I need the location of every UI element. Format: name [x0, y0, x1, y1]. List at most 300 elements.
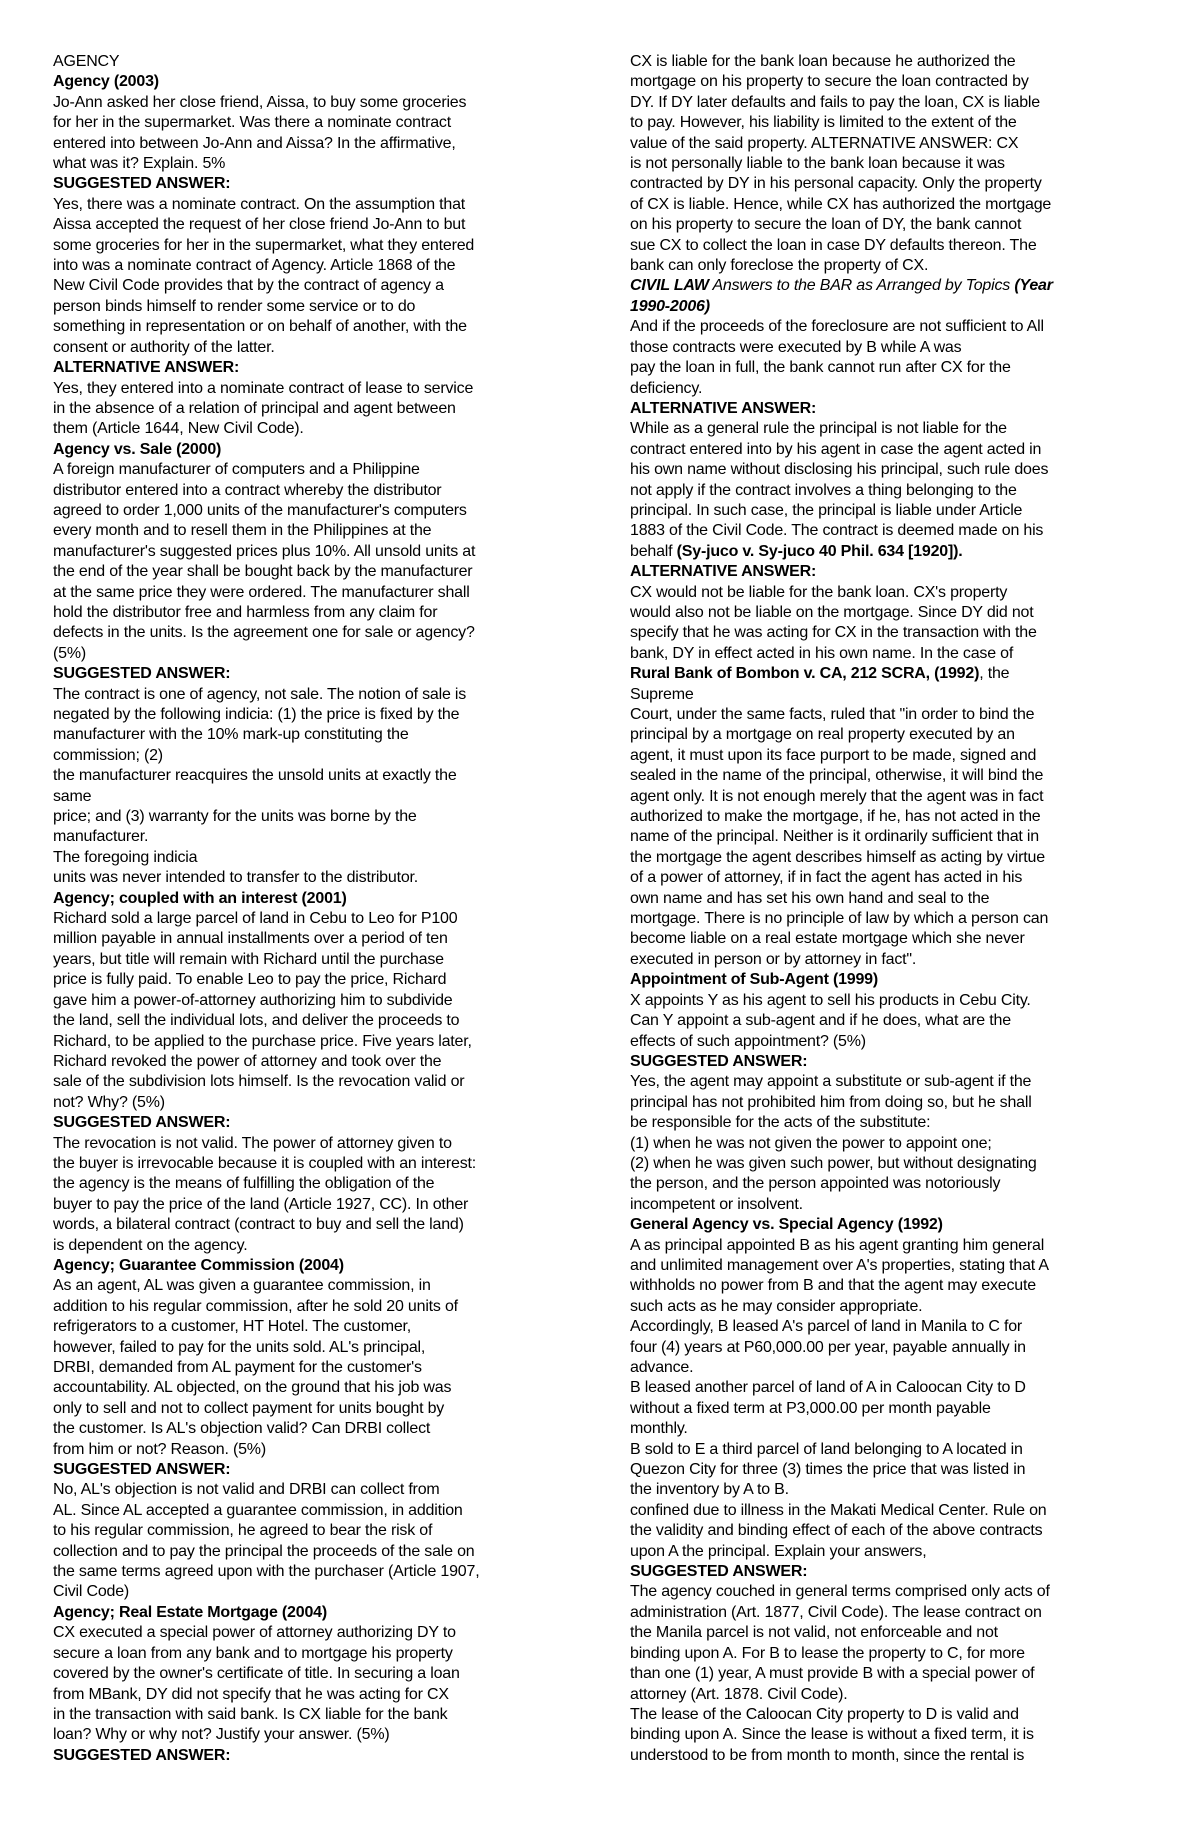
- body-text: words, a bilateral contract (contract to buy and sell the land): [53, 1216, 464, 1234]
- body-text: While as a general rule the principal is not liable for the: [630, 420, 1007, 438]
- body-text: Accordingly, B leased A's parcel of land in Manila to C for: [630, 1318, 1023, 1336]
- text-line: [53, 72, 558, 92]
- bold-text: Agency; Guarantee Commission (2004): [53, 1256, 344, 1274]
- text-line: [53, 766, 558, 786]
- body-text: in the transaction with said bank. Is CX liable for the bank: [53, 1705, 448, 1723]
- bold-text: Agency; Real Estate Mortgage (2004): [53, 1603, 327, 1621]
- body-text: distributor entered into a contract whereby the distributor: [53, 481, 442, 499]
- text-line: [630, 215, 1130, 235]
- text-line: [630, 1685, 1130, 1705]
- text-line: [630, 379, 1130, 399]
- body-text: own name and has set his own hand and seal to the: [630, 889, 990, 907]
- text-line: [53, 1093, 558, 1113]
- bold-text: SUGGESTED ANSWER:: [53, 1461, 231, 1479]
- text-line: [53, 1440, 558, 1460]
- text-line: [630, 1623, 1130, 1643]
- right-column: [630, 52, 1130, 1766]
- text-line: [53, 1399, 558, 1419]
- text-line: [53, 1358, 558, 1378]
- text-line: [630, 1011, 1130, 1031]
- body-text: (1) when he was not given the power to appoint one;: [630, 1134, 992, 1152]
- body-text: of CX is liable. Hence, while CX has authorized the mortgage: [630, 195, 1052, 213]
- body-text: contracted by DY in his personal capacity. Only the property: [630, 175, 1042, 193]
- body-text: collection and to pay the principal the proceeds of the sale on: [53, 1542, 475, 1560]
- body-text: specify that he was acting for CX in the transaction with the: [630, 624, 1037, 642]
- body-text: is dependent on the agency.: [53, 1236, 248, 1254]
- text-line: [53, 1072, 558, 1092]
- text-line: [53, 297, 558, 317]
- body-text: in the absence of a relation of principal and agent between: [53, 399, 456, 417]
- body-text: his own name without disclosing his principal, such rule does: [630, 461, 1049, 479]
- text-line: [630, 868, 1130, 888]
- text-line: [53, 929, 558, 949]
- bold-text: General Agency vs. Special Agency (1992): [630, 1216, 943, 1234]
- body-text: contract entered into by his agent in case the agent acted in: [630, 440, 1042, 458]
- text-line: [53, 1338, 558, 1358]
- text-line: [630, 664, 1130, 684]
- text-line: [53, 787, 558, 807]
- body-text: pay the loan in full, the bank cannot run after CX for the: [630, 359, 1011, 377]
- text-line: [53, 93, 558, 113]
- body-text: of a power of attorney, if in fact the agent has acted in his: [630, 869, 1023, 887]
- body-text: X appoints Y as his agent to sell his products in Cebu City.: [630, 991, 1031, 1009]
- text-line: [630, 1460, 1130, 1480]
- styled-text: CIVIL LAW: [630, 277, 709, 295]
- text-line: [53, 1542, 558, 1562]
- body-text: them (Article 1644, New Civil Code).: [53, 420, 304, 438]
- body-text: the inventory by A to B.: [630, 1481, 789, 1499]
- text-line: [53, 1134, 558, 1154]
- text-line: [53, 1236, 558, 1256]
- body-text: Richard, to be applied to the purchase price. Five years later,: [53, 1032, 472, 1050]
- body-text: B sold to E a third parcel of land belonging to A located in: [630, 1440, 1023, 1458]
- styled-text: Answers to the BAR as Arranged by Topics: [708, 277, 1015, 295]
- text-line: [53, 909, 558, 929]
- body-text: (2) when he was given such power, but without designating: [630, 1154, 1037, 1172]
- text-line: [630, 685, 1130, 705]
- text-line: [53, 583, 558, 603]
- text-line: [53, 970, 558, 990]
- body-text: to pay. However, his liability is limited to the extent of the: [630, 114, 1017, 132]
- body-text: covered by the owner's certificate of title. In securing a loan: [53, 1665, 460, 1683]
- body-text: Civil Code): [53, 1583, 130, 1601]
- body-text: The revocation is not valid. The power of attorney given to: [53, 1134, 452, 1152]
- body-text: secure a loan from any bank and to mortgage his property: [53, 1644, 453, 1662]
- text-line: [630, 1113, 1130, 1133]
- body-text: Court, under the same facts, ruled that "in order to bind the: [630, 706, 1035, 723]
- text-line: [53, 1113, 558, 1133]
- text-line: [53, 276, 558, 296]
- text-line: [630, 419, 1130, 439]
- text-line: [53, 419, 558, 439]
- body-text: addition to his regular commission, after he sold 20 units of: [53, 1297, 458, 1315]
- text-line: [630, 644, 1130, 664]
- text-line: [630, 1603, 1130, 1623]
- text-line: [53, 623, 558, 643]
- text-line: [630, 1338, 1130, 1358]
- text-line: [630, 1644, 1130, 1664]
- text-line: [53, 889, 558, 909]
- body-text: million payable in annual installments over a period of ten: [53, 930, 448, 948]
- body-text: mortgage on his property to secure the loan contracted by: [630, 73, 1029, 91]
- text-line: [630, 1276, 1130, 1296]
- body-text: name of the principal. Neither is it ordinarily sufficient that in: [630, 828, 1039, 846]
- bold-text: ALTERNATIVE ANSWER:: [630, 563, 817, 581]
- body-text: gave him a power-of-attorney authorizing him to subdivide: [53, 991, 453, 1009]
- text-line: [53, 113, 558, 133]
- body-text: not? Why? (5%): [53, 1093, 165, 1111]
- body-text: manufacturer with the 10% mark-up constituting the: [53, 726, 409, 744]
- body-text: confined due to illness in the Makati Medical Center. Rule on: [630, 1501, 1047, 1519]
- text-line: [53, 705, 558, 725]
- body-text: A foreign manufacturer of computers and a Philippine: [53, 461, 420, 479]
- bold-text: ALTERNATIVE ANSWER:: [630, 399, 817, 417]
- body-text: commission; (2): [53, 746, 163, 764]
- text-line: [53, 827, 558, 847]
- text-line: [630, 807, 1130, 827]
- text-line: [53, 154, 558, 174]
- text-line: [53, 1603, 558, 1623]
- text-line: [630, 929, 1130, 949]
- text-line: [53, 1664, 558, 1684]
- body-text: manufacturer.: [53, 828, 149, 846]
- body-text: withholds no power from B and that the agent may execute: [630, 1277, 1036, 1295]
- text-line: [630, 1399, 1130, 1419]
- text-line: [53, 603, 558, 623]
- left-column: [53, 52, 558, 1766]
- body-text: the Manila parcel is not valid, not enforceable and not: [630, 1624, 998, 1642]
- text-line: [630, 1236, 1130, 1256]
- text-line: [630, 154, 1130, 174]
- body-text: upon A the principal. Explain your answers,: [630, 1542, 927, 1560]
- body-text: DY. If DY later defaults and fails to pay the loan, CX is liable: [630, 93, 1040, 111]
- bold-text: Agency (2003): [53, 73, 159, 91]
- body-text: Supreme: [630, 685, 694, 703]
- text-line: [53, 991, 558, 1011]
- text-line: [630, 93, 1130, 113]
- text-line: [53, 664, 558, 684]
- body-text: AL. Since AL accepted a guarantee commission, in addition: [53, 1501, 463, 1519]
- text-line: [53, 1705, 558, 1725]
- body-text: on his property to secure the loan of DY, the bank cannot: [630, 216, 1022, 234]
- body-text: behalf: [630, 542, 677, 560]
- text-line: [630, 1419, 1130, 1439]
- body-text: the same terms agreed upon with the purchaser (Article 1907,: [53, 1563, 480, 1581]
- body-text: four (4) years at P60,000.00 per year, payable annually in: [630, 1338, 1026, 1356]
- body-text: refrigerators to a customer, HT Hotel. The customer,: [53, 1318, 412, 1336]
- body-text: The agency couched in general terms comprised only acts of: [630, 1583, 1050, 1601]
- body-text: advance.: [630, 1359, 694, 1376]
- text-line: [630, 1664, 1130, 1684]
- body-text: units was never intended to transfer to the distributor.: [53, 869, 419, 887]
- text-line: [53, 1378, 558, 1398]
- text-line: [630, 134, 1130, 154]
- body-text: Can Y appoint a sub-agent and if he does, what are the: [630, 1012, 1011, 1030]
- body-text: And if the proceeds of the foreclosure are not sufficient to All: [630, 318, 1044, 336]
- text-line: [53, 1460, 558, 1480]
- text-line: [630, 1297, 1130, 1317]
- body-text: the customer. Is AL's objection valid? Can DRBI collect: [53, 1420, 431, 1438]
- body-text: consent or authority of the latter.: [53, 338, 275, 356]
- body-text: CX would not be liable for the bank loan. CX's property: [630, 583, 1008, 601]
- text-line: [630, 195, 1130, 215]
- bold-text: ALTERNATIVE ANSWER:: [53, 359, 240, 377]
- text-line: [630, 317, 1130, 337]
- body-text: incompetent or insolvent.: [630, 1195, 803, 1213]
- text-line: [630, 787, 1130, 807]
- text-line: [630, 521, 1130, 541]
- bold-text: Appointment of Sub-Agent (1999): [630, 971, 879, 989]
- text-line: [630, 1154, 1130, 1174]
- body-text: bank, DY in effect acted in his own name. In the case of: [630, 644, 1014, 662]
- body-text: the agency is the means of fulfilling the obligation of the: [53, 1175, 435, 1193]
- body-text: Yes, there was a nominate contract. On the assumption that: [53, 195, 466, 213]
- text-line: [630, 1093, 1130, 1113]
- body-text: DRBI, demanded from AL payment for the customer's: [53, 1359, 422, 1376]
- bold-text: SUGGESTED ANSWER:: [53, 665, 231, 683]
- text-line: [53, 807, 558, 827]
- body-text: Yes, the agent may appoint a substitute or sub-agent if the: [630, 1073, 1032, 1091]
- text-line: [630, 460, 1130, 480]
- body-text: manufacturer's suggested prices plus 10%. All unsold units at: [53, 542, 476, 560]
- text-line: [630, 623, 1130, 643]
- text-line: [53, 725, 558, 745]
- text-line: [630, 583, 1130, 603]
- text-line: [630, 276, 1130, 296]
- text-line: [53, 134, 558, 154]
- text-line: [630, 1480, 1130, 1500]
- body-text: administration (Art. 1877, Civil Code). The lease contract on: [630, 1603, 1042, 1621]
- text-line: [53, 1256, 558, 1276]
- body-text: binding upon A. For B to lease the property to C, for more: [630, 1644, 1025, 1662]
- text-line: [53, 195, 558, 215]
- text-line: [630, 236, 1130, 256]
- text-line: [53, 542, 558, 562]
- body-text: effects of such appointment? (5%): [630, 1032, 866, 1050]
- text-line: [630, 705, 1130, 725]
- text-line: [53, 1154, 558, 1174]
- text-line: [630, 1317, 1130, 1337]
- body-text: agent only. It is not enough merely that the agent was in fact: [630, 787, 1044, 805]
- body-text: deficiency.: [630, 379, 703, 397]
- body-text: Jo-Ann asked her close friend, Aissa, to buy some groceries: [53, 93, 467, 111]
- text-line: [53, 1644, 558, 1664]
- body-text: price; and (3) warranty for the units was borne by the: [53, 808, 417, 826]
- body-text: is not personally liable to the bank loan because it was: [630, 155, 1005, 173]
- text-line: [630, 827, 1130, 847]
- body-text: AGENCY: [53, 53, 120, 70]
- body-text: B leased another parcel of land of A in Caloocan City to D: [630, 1379, 1026, 1397]
- text-line: [53, 1521, 558, 1541]
- text-line: [53, 1480, 558, 1500]
- text-line: [53, 440, 558, 460]
- body-text: the end of the year shall be bought back by the manufacturer: [53, 563, 473, 581]
- text-line: [630, 1725, 1130, 1745]
- text-line: [53, 1317, 558, 1337]
- body-text: New Civil Code provides that by the contract of agency a: [53, 277, 444, 295]
- text-line: [630, 440, 1130, 460]
- body-text: without a fixed term at P3,000.00 per month payable: [630, 1399, 991, 1417]
- text-line: [53, 1623, 558, 1643]
- body-text: value of the said property. ALTERNATIVE ANSWER: CX: [630, 134, 1019, 152]
- body-text: person binds himself to render some service or to do: [53, 297, 416, 315]
- text-line: [630, 1378, 1130, 1398]
- body-text: for her in the supermarket. Was there a nominate contract: [53, 114, 451, 132]
- text-line: [53, 1297, 558, 1317]
- body-text: hold the distributor free and harmless from any claim for: [53, 603, 438, 621]
- body-text: such acts as he may consider appropriate.: [630, 1297, 923, 1315]
- text-line: [53, 1215, 558, 1235]
- body-text: , the: [979, 665, 1010, 683]
- text-line: [630, 174, 1130, 194]
- body-text: from him or not? Reason. (5%): [53, 1440, 266, 1458]
- body-text: however, failed to pay for the units sold. AL's principal,: [53, 1338, 426, 1356]
- body-text: what was it? Explain. 5%: [53, 155, 226, 173]
- body-text: the buyer is irrevocable because it is coupled with an interest:: [53, 1154, 476, 1172]
- body-text: sealed in the name of the principal, otherwise, it will bind the: [630, 767, 1044, 785]
- text-line: [53, 1419, 558, 1439]
- body-text: defects in the units. Is the agreement one for sale or agency?: [53, 624, 475, 642]
- text-line: [630, 542, 1130, 562]
- text-line: [630, 481, 1130, 501]
- body-text: principal by a mortgage on real property executed by an: [630, 726, 1015, 744]
- text-line: [53, 950, 558, 970]
- text-line: [630, 766, 1130, 786]
- body-text: The contract is one of agency, not sale. The notion of sale is: [53, 685, 467, 703]
- body-text: monthly.: [630, 1420, 688, 1438]
- body-text: not apply if the contract involves a thing belonging to the: [630, 481, 1017, 499]
- text-line: [630, 746, 1130, 766]
- text-line: [630, 562, 1130, 582]
- text-line: [53, 317, 558, 337]
- text-line: [630, 256, 1130, 276]
- text-line: [630, 725, 1130, 745]
- body-text: Quezon City for three (3) times the price that was listed in: [630, 1461, 1026, 1479]
- body-text: be responsible for the acts of the substitute:: [630, 1114, 931, 1132]
- body-text: authorized to make the mortgage, if he, has not acted in the: [630, 808, 1041, 826]
- body-text: the land, sell the individual lots, and deliver the proceeds to: [53, 1012, 460, 1030]
- body-text: some groceries for her in the supermarket, what they entered: [53, 236, 475, 254]
- body-text: and unlimited management over A's properties, stating that A: [630, 1256, 1049, 1274]
- body-text: only to sell and not to collect payment for units bought by: [53, 1399, 445, 1417]
- text-line: [630, 1052, 1130, 1072]
- text-line: [630, 338, 1130, 358]
- body-text: the manufacturer reacquires the unsold units at exactly the: [53, 767, 457, 785]
- body-text: entered into between Jo-Ann and Aissa? In the affirmative,: [53, 134, 456, 152]
- bold-text: SUGGESTED ANSWER:: [53, 1114, 231, 1132]
- body-text: negated by the following indicia: (1) the price is fixed by the: [53, 706, 460, 723]
- text-line: [53, 1746, 558, 1766]
- text-line: [630, 909, 1130, 929]
- bold-text: Agency; coupled with an interest (2001): [53, 889, 347, 907]
- text-line: [53, 256, 558, 276]
- text-line: [53, 1725, 558, 1745]
- body-text: to his regular commission, he agreed to bear the risk of: [53, 1522, 433, 1540]
- text-line: [630, 72, 1130, 92]
- body-text: price is fully paid. To enable Leo to pay the price, Richard: [53, 971, 447, 989]
- body-text: sue CX to collect the loan in case DY defaults thereon. The: [630, 236, 1037, 254]
- text-line: [53, 1195, 558, 1215]
- body-text: loan? Why or why not? Justify your answer. (5%): [53, 1726, 390, 1744]
- text-line: [53, 1685, 558, 1705]
- text-line: [53, 868, 558, 888]
- text-line: [630, 399, 1130, 419]
- body-text: from MBank, DY did not specify that he was acting for CX: [53, 1685, 449, 1703]
- body-text: buyer to pay the price of the land (Article 1927, CC). In other: [53, 1195, 469, 1213]
- text-line: [53, 481, 558, 501]
- body-text: executed in person or by attorney in fact".: [630, 950, 917, 968]
- text-line: [630, 501, 1130, 521]
- body-text: binding upon A. Since the lease is without a fixed term, it is: [630, 1726, 1034, 1744]
- body-text: 1883 of the Civil Code. The contract is deemed made on his: [630, 522, 1044, 540]
- body-text: agreed to order 1,000 units of the manufacturer's computers: [53, 501, 467, 519]
- text-line: [53, 644, 558, 664]
- bold-text: SUGGESTED ANSWER:: [53, 175, 231, 193]
- text-line: [53, 236, 558, 256]
- text-line: [630, 991, 1130, 1011]
- body-text: those contracts were executed by B while A was: [630, 338, 962, 356]
- body-text: principal has not prohibited him from doing so, but he shall: [630, 1093, 1032, 1111]
- text-line: [53, 1174, 558, 1194]
- body-text: would also not be liable on the mortgage. Since DY did not: [630, 603, 1034, 621]
- text-line: [53, 1011, 558, 1031]
- body-text: become liable on a real estate mortgage which she never: [630, 930, 1025, 948]
- text-line: [53, 215, 558, 235]
- body-text: CX is liable for the bank loan because he authorized the: [630, 53, 1016, 70]
- text-line: [630, 950, 1130, 970]
- text-line: [53, 52, 558, 72]
- body-text: sale of the subdivision lots himself. Is the revocation valid or: [53, 1073, 465, 1091]
- body-text: the mortgage the agent describes himself as acting by virtue: [630, 848, 1045, 866]
- bold-text: Agency vs. Sale (2000): [53, 440, 222, 458]
- text-line: [630, 1174, 1130, 1194]
- body-text: As an agent, AL was given a guarantee commission, in: [53, 1277, 431, 1295]
- body-text: the validity and binding effect of each of the above contracts: [630, 1522, 1043, 1540]
- body-text: bank can only foreclose the property of CX.: [630, 257, 929, 275]
- text-line: [630, 297, 1130, 317]
- body-text: agent, it must upon its face purport to be made, signed and: [630, 746, 1037, 764]
- body-text: The foregoing indicia: [53, 848, 198, 866]
- text-line: [53, 338, 558, 358]
- body-text: principal. In such case, the principal is liable under Article: [630, 501, 1023, 519]
- text-line: [630, 1705, 1130, 1725]
- bold-text: SUGGESTED ANSWER:: [630, 1052, 808, 1070]
- bold-text: SUGGESTED ANSWER:: [53, 1746, 231, 1764]
- text-line: [630, 1032, 1130, 1052]
- text-line: [630, 1521, 1130, 1541]
- text-line: [53, 521, 558, 541]
- body-text: understood to be from month to month, since the rental is: [630, 1746, 1025, 1764]
- text-line: [53, 746, 558, 766]
- text-line: [53, 399, 558, 419]
- body-text: something in representation or on behalf of another, with the: [53, 318, 467, 336]
- text-line: [53, 1032, 558, 1052]
- text-line: [630, 113, 1130, 133]
- text-line: [630, 1358, 1130, 1378]
- text-line: [53, 379, 558, 399]
- body-text: Richard sold a large parcel of land in Cebu to Leo for P100: [53, 910, 458, 928]
- text-line: [630, 1072, 1130, 1092]
- body-text: CX executed a special power of attorney authorizing DY to: [53, 1624, 456, 1642]
- text-line: [630, 1440, 1130, 1460]
- text-line: [630, 970, 1130, 990]
- text-line: [630, 603, 1130, 623]
- text-line: [53, 1582, 558, 1602]
- body-text: accountability. AL objected, on the ground that his job was: [53, 1379, 452, 1397]
- body-text: than one (1) year, A must provide B with a special power of: [630, 1665, 1035, 1683]
- styled-text: (Year: [1014, 277, 1053, 295]
- text-line: [630, 1746, 1130, 1766]
